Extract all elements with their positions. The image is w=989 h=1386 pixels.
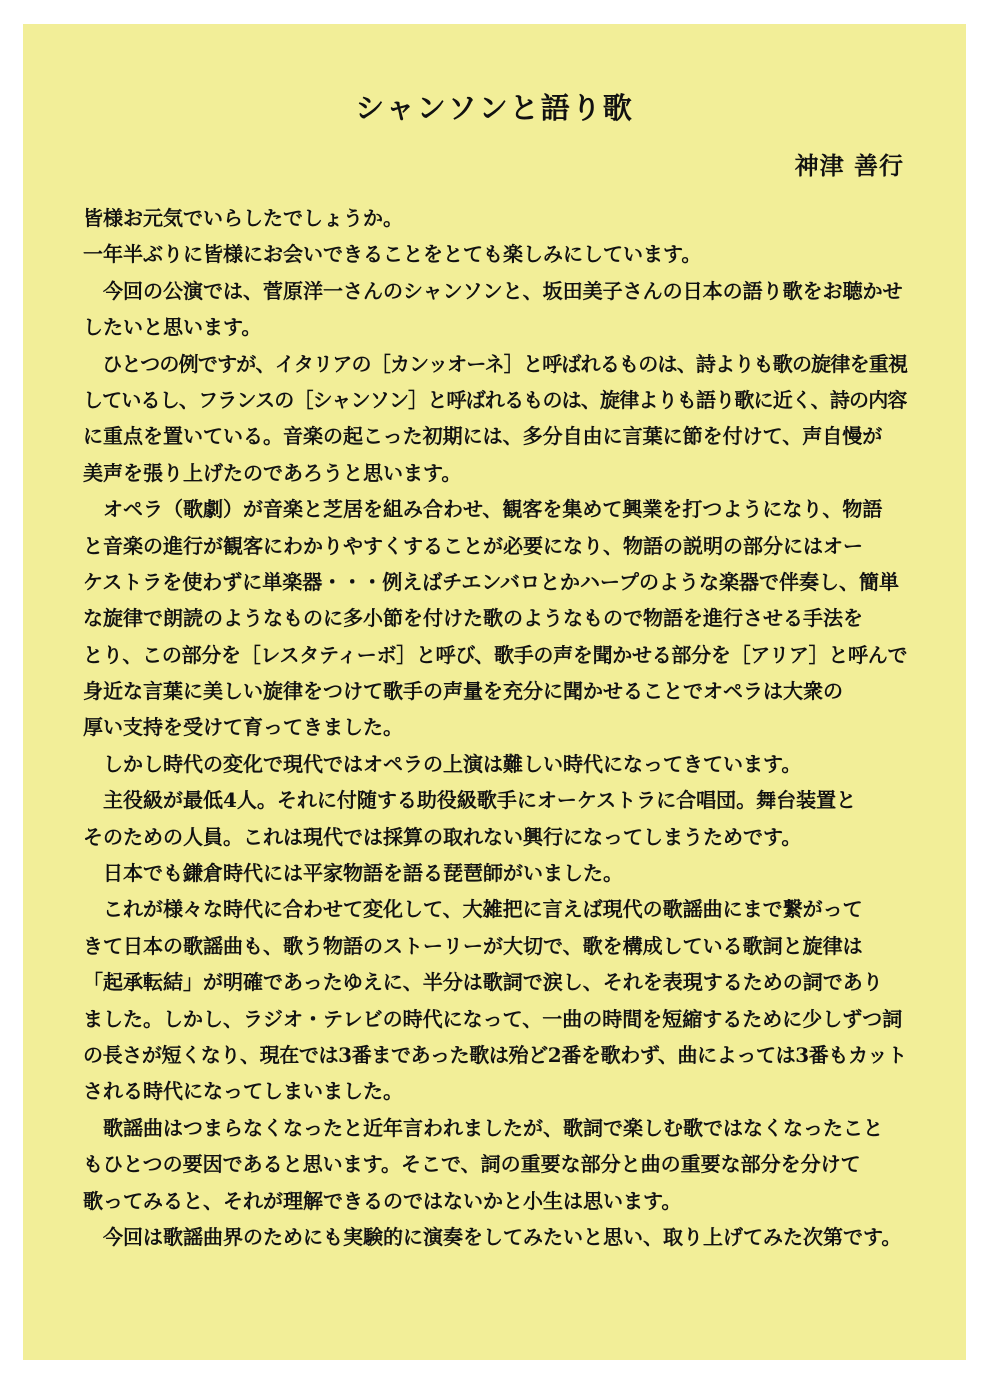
- text-line: な旋律で朗読のようなものに多小節を付けた歌のようなもので物語を進行させる手法を: [83, 606, 863, 631]
- text-line: 歌ってみると、それが理解できるのではないかと小生は思います。: [83, 1188, 682, 1213]
- text-line: もひとつの要因であると思います。そこで、詞の重要な部分と曲の重要な部分を分けて: [83, 1152, 861, 1177]
- text-line: ケストラを使わずに単楽器・・・例えばチエンバロとかハープのような楽器で伴奏し、簡単: [83, 569, 899, 594]
- text-line: の長さが短くなり、現在では3番まであった歌は殆ど2番を歌わず、曲によっては3番もカット: [83, 1042, 907, 1067]
- text-line: オペラ（歌劇）が音楽と芝居を組み合わせ、観客を集めて興業を打つようになり、物語: [83, 497, 883, 522]
- text-line: 歌謡曲はつまらなくなったと近年言われましたが、歌詞で楽しむ歌ではなくなったこと: [83, 1115, 883, 1140]
- text-line: と音楽の進行が観客にわかりやすくすることが必要になり、物語の説明の部分にはオー: [83, 533, 863, 558]
- text-line: したいと思います。: [83, 315, 262, 340]
- text-line: 厚い支持を受けて育ってきました。: [83, 715, 403, 740]
- text-line: 今回は歌謡曲界のためにも実験的に演奏をしてみたいと思い、取り上げてみた次第です。: [83, 1224, 902, 1249]
- author-name: 神津 善行: [794, 151, 904, 180]
- text-line: ひとつの例ですが、イタリアの［カンッオーネ］と呼ばれるものは、詩よりも歌の旋律を重視: [83, 351, 908, 376]
- text-line: ました。しかし、ラジオ・テレビの時代になって、一曲の時間を短縮するために少しずつ詞: [83, 1006, 903, 1031]
- text-line: 日本でも鎌倉時代には平家物語を語る琵琶師がいました。: [83, 861, 623, 886]
- text-line: 一年半ぶりに皆様にお会いできることをとても楽しみにしています。: [83, 242, 702, 267]
- text-line: 皆様お元気でいらしたでしょうか。: [83, 206, 403, 230]
- text-line: 「起承転結」が明確であったゆえに、半分は歌詞で涙し、それを表現するための詞であり: [83, 970, 883, 995]
- text-line: 美声を張り上げたのであろうと思います。: [83, 460, 462, 485]
- text-line: しているし、フランスの［シャンソン］と呼ばれるものは、旋律よりも語り歌に近く、詩の内容: [83, 387, 907, 412]
- text-line: とり、この部分を［レスタティーボ］と呼び、歌手の声を聞かせる部分を［アリア］と呼んで: [83, 642, 908, 667]
- text-line: これが様々な時代に合わせて変化して、大雑把に言えば現代の歌謡曲にまで繋がって: [83, 897, 863, 922]
- text-line: 身近な言葉に美しい旋律をつけて歌手の声量を充分に聞かせることでオペラは大衆の: [83, 679, 843, 704]
- text-line: きて日本の歌謡曲も、歌う物語のストーリーが大切で、歌を構成している歌詞と旋律は: [83, 933, 863, 958]
- document-page: [23, 24, 966, 1360]
- text-line: 今回の公演では、菅原洋一さんのシャンソンと、坂田美子さんの日本の語り歌をお聴かせ: [83, 278, 903, 303]
- text-line: しかし時代の変化で現代ではオペラの上演は難しい時代になってきています。: [83, 751, 802, 776]
- text-line: 主役級が最低4人。それに付随する助役級歌手にオーケストラに合唱団。舞台装置と: [83, 788, 857, 813]
- text-line: される時代になってしまいました。: [83, 1079, 403, 1104]
- text-line: そのための人員。これは現代では採算の取れない興行になってしまうためです。: [83, 824, 802, 849]
- document-title: シャンソンと語り歌: [355, 91, 634, 125]
- text-line: に重点を置いている。音楽の起こった初期には、多分自由に言葉に節を付けて、声自慢が: [83, 424, 883, 449]
- body-text: [83, 200, 907, 1255]
